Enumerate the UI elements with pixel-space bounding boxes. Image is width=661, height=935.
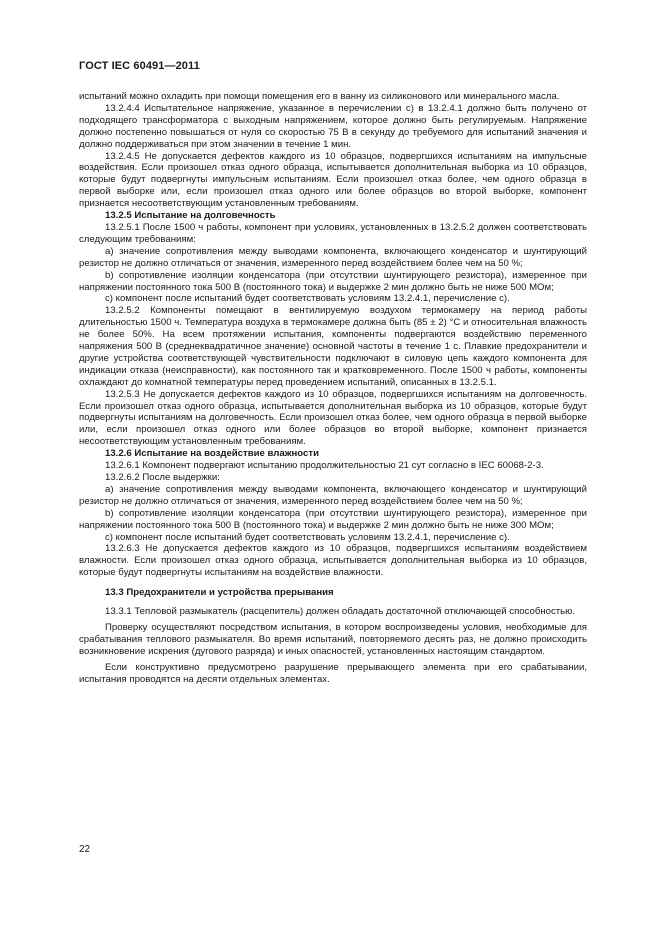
list-item-a: а) значение сопротивления между выводами компонента, включающего конденсатор и шунтирующий резистор не должно отличаться от значения, измеренного перед воздействием более чем на 50 %;: [79, 245, 587, 269]
document-header: ГОСТ IEC 60491—2011: [79, 60, 200, 72]
list-item-b: b) сопротивление изоляции конденсатора (при отсутствии шунтирующего резистора), измеренное при напряжении постоянного тока 500 В (постоянного тока) и выдержке 2 мин должно быть не ниже 500 МОм;: [79, 269, 587, 293]
paragraph: Проверку осуществляют посредством испытания, в котором воспроизведены условия, необходимые для срабатывания теплового размыкателя. Во время испытаний, повторяемого десять раз, не должно происходить возникновение искрения (дугового разряда) и иных опасностей, установленных настоящим стандартом.: [79, 621, 587, 657]
clause-13-2-6-1: 13.2.6.1 Компонент подвергают испытанию продолжительностью 21 сут согласно в IEC 60068-2-3.: [105, 460, 544, 472]
page-number: 22: [79, 844, 91, 855]
paragraph: Если конструктивно предусмотрено разрушение прерывающего элемента при его срабатывании, испытания проводятся на десяти отдельных элементах.: [79, 661, 587, 685]
clause-13-3-1: 13.3.1 Тепловой размыкатель (расцепитель) должен обладать достаточной отключающей способностью.: [105, 606, 576, 618]
section-heading-13-3: 13.3 Предохранители и устройства прерывания: [105, 587, 334, 599]
section-heading-13-2-5: 13.2.5 Испытание на долговечность: [105, 210, 276, 222]
page-content: [79, 91, 587, 686]
list-item-b: b) сопротивление изоляции конденсатора (при отсутствии шунтирующего резистора), измеренное при напряжении постоянного тока 500 В (постоянного тока) и выдержке 2 мин должно быть не ниже 300 МОм;: [79, 507, 587, 531]
section-heading-13-2-6: 13.2.6 Испытание на воздействие влажности: [105, 448, 319, 460]
clause-13-2-6-3: 13.2.6.3 Не допускается дефектов каждого из 10 образцов, подвергшихся испытаниям воздействием влажности. Если произошел отказ одного образца, испытывается дополнительная выборка из 10 образцов, которые будут подвергнуты испытаниям на воздействие влажности.: [79, 543, 587, 579]
list-item-c: с) компонент после испытаний будет соответствовать условиям 13.2.4.1, перечисление с).: [105, 293, 510, 305]
list-item-a: а) значение сопротивления между выводами компонента, включающего конденсатор и шунтирующий резистор не должно отличаться от значения, измеренного перед воздействием более чем на 50 %;: [79, 483, 587, 507]
clause-13-2-5-3: 13.2.5.3 Не допускается дефектов каждого из 10 образцов, подвергшихся испытаниям на долговечность. Если произошел отказ одного образца, испытывается дополнительная выборка из 10 образцов, которые будут подвергнуты испытаниям на долговечность. Если произошел отказ более, чем одного образца в первой выборке или, если произошел отказ одного или более образцов во второй выборке, компонент признается несоответствующим установленным требованиям.: [79, 388, 587, 448]
clause-13-2-5-2: 13.2.5.2 Компоненты помещают в вентилируемую воздухом термокамеру на период работы длительностью 1500 ч. Температура воздуха в термокамере должна быть (85 ± 2) °С и относительная влажность не более 50%. На всем протяжении испытания, компоненты подвергаются воздействию переменного напряжения 500 В (среднеквадратичное значение) основной частоты в течение 1 с. Плавкие предохранители и другие устройства соответствующей чувствительности подключают в силовую цепь каждого компонента для индикации отказа (неисправности), как постоянного так и кратковременного. После 1500 ч работы, компоненты охлаждают до комнатной температуры перед проведением испытаний, описанных в 13.2.5.1.: [79, 305, 587, 388]
clause-13-2-6-2: 13.2.6.2 После выдержки:: [105, 472, 220, 483]
clause-13-2-4-4: 13.2.4.4 Испытательное напряжение, указанное в перечислении с) в 13.2.4.1 должно быть получено от подходящего трансформатора с выходным напряжением, которое должно быть регулируемым. Напряжение должно постепенно повышаться от нуля со скоростью 75 В в секунду до требуемого для испытаний значения и должно поддерживаться при этом значении в течение 1 мин.: [79, 102, 587, 150]
list-item-c: с) компонент после испытаний будет соответствовать условиям 13.2.4.1, перечисление с).: [105, 531, 510, 543]
paragraph: испытаний можно охладить при помощи помещения его в ванну из силиконового или минерального масла.: [79, 91, 560, 102]
clause-13-2-4-5: 13.2.4.5 Не допускается дефектов каждого из 10 образцов, подвергшихся испытаниям на импульсные воздействия. Если произошел отказ одного образца, испытывается дополнительная выборка из 10 образцов, которые будут подвергнуты импульсным испытаниям. Если произошел отказ более, чем одного образца в первой выборке или, если произошел отказ одного или более образцов во второй выборке, компонент признается несоответствующим установленным требованиям.: [79, 150, 587, 210]
clause-13-2-5-1: 13.2.5.1 После 1500 ч работы, компонент при условиях, установленных в 13.2.5.2 должен соответствовать следующим требованиям:: [79, 221, 587, 245]
